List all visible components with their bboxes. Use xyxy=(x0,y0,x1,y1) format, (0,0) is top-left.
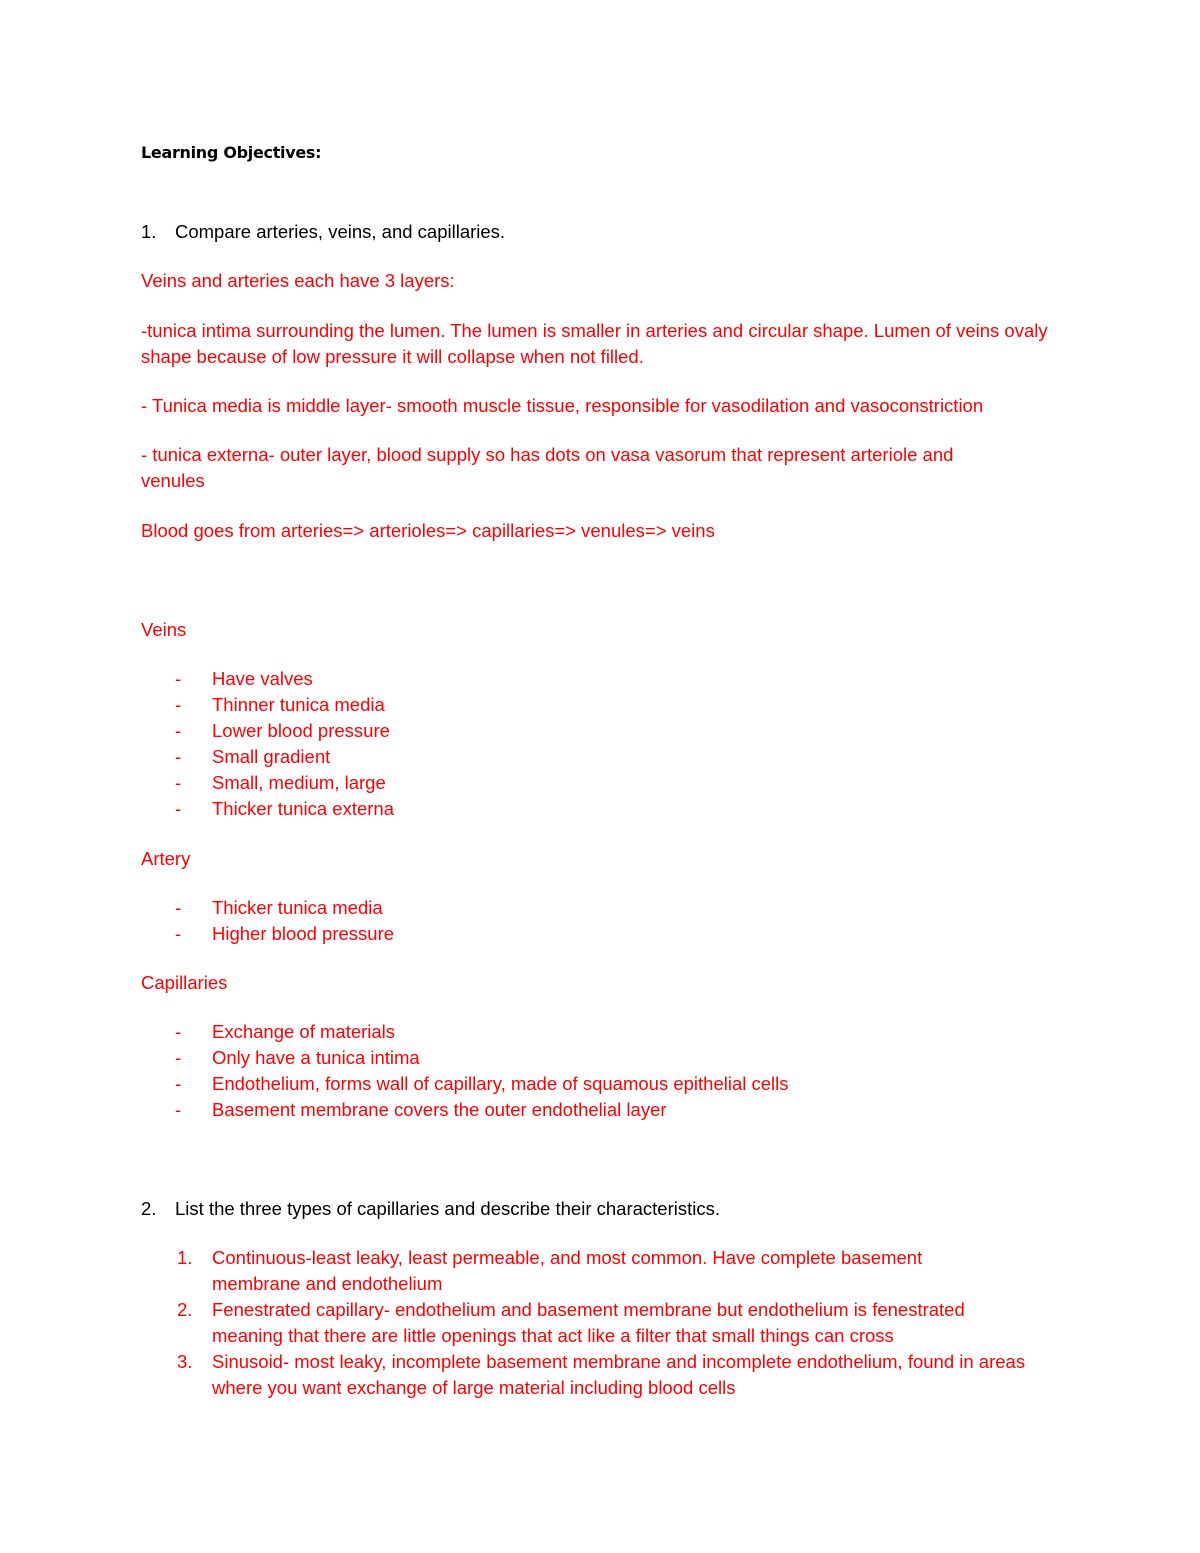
capillary-type-number: 2. xyxy=(177,1299,193,1320)
bullet-mark: - xyxy=(175,1099,182,1120)
veins-item-text: Have valves xyxy=(212,668,313,689)
objective-2-number: 2. xyxy=(141,1198,157,1219)
capillary-type-text: Continuous-least leaky, least permeable, and most common. Have complete basement membrane and endothelium xyxy=(212,1247,923,1294)
objective-1-number: 1. xyxy=(141,221,157,242)
capillaries-item-text: Only have a tunica intima xyxy=(212,1047,420,1068)
objective-1-text: Compare arteries, veins, and capillaries. xyxy=(175,221,506,242)
capillaries-item-text: Endothelium, forms wall of capillary, made of squamous epithelial cells xyxy=(212,1073,789,1094)
veins-item-text: Small gradient xyxy=(212,746,331,767)
artery-item-text: Thicker tunica media xyxy=(212,897,383,918)
blood-flow-note: Blood goes from arteries=> arterioles=> capillaries=> venules=> veins xyxy=(141,520,715,541)
bullet-mark: - xyxy=(175,694,182,715)
veins-item-text: Thinner tunica media xyxy=(212,694,385,715)
bullet-mark: - xyxy=(175,923,182,944)
veins-item-text: Lower blood pressure xyxy=(212,720,390,741)
artery-title: Artery xyxy=(141,848,191,869)
capillary-type-text: Fenestrated capillary- endothelium and basement membrane but endothelium is fenestrated meaning that there are little openings that act like a filter that small things can cross xyxy=(212,1299,965,1346)
bullet-mark: - xyxy=(175,798,182,819)
capillary-type-number: 3. xyxy=(177,1351,193,1372)
capillaries-item-text: Basement membrane covers the outer endothelial layer xyxy=(212,1099,667,1120)
bullet-mark: - xyxy=(175,1021,182,1042)
capillaries-item-text: Exchange of materials xyxy=(212,1021,396,1042)
bullet-mark: - xyxy=(175,772,182,793)
bullet-mark: - xyxy=(175,1073,182,1094)
bullet-mark: - xyxy=(175,897,182,918)
tunica-media-note: - Tunica media is middle layer- smooth muscle tissue, responsible for vasodilation and vasoconstriction xyxy=(141,395,984,416)
bullet-mark: - xyxy=(175,720,182,741)
veins-item-text: Thicker tunica externa xyxy=(212,798,395,819)
veins-item-text: Small, medium, large xyxy=(212,772,386,793)
veins-title: Veins xyxy=(141,619,187,640)
artery-item-text: Higher blood pressure xyxy=(212,923,395,944)
capillary-type-text: Sinusoid- most leaky, incomplete basement membrane and incomplete endothelium, found in areas where you want exchange of large material including blood cells xyxy=(212,1351,1026,1398)
bullet-mark: - xyxy=(175,746,182,767)
objective-2-text: List the three types of capillaries and describe their characteristics. xyxy=(175,1198,720,1219)
capillary-type-number: 1. xyxy=(177,1247,193,1268)
layers-intro: Veins and arteries each have 3 layers: xyxy=(141,270,455,291)
learning-objectives-heading: Learning Objectives: xyxy=(141,143,322,162)
capillaries-title: Capillaries xyxy=(141,972,228,993)
bullet-mark: - xyxy=(175,668,182,689)
tunica-intima-note: -tunica intima surrounding the lumen. The lumen is smaller in arteries and circular shape. Lumen of veins ovaly shape because of low pressure it will collapse when not filled. xyxy=(141,320,1048,367)
tunica-externa-note: - tunica externa- outer layer, blood supply so has dots on vasa vasorum that represent arteriole and venules xyxy=(141,444,954,491)
bullet-mark: - xyxy=(175,1047,182,1068)
